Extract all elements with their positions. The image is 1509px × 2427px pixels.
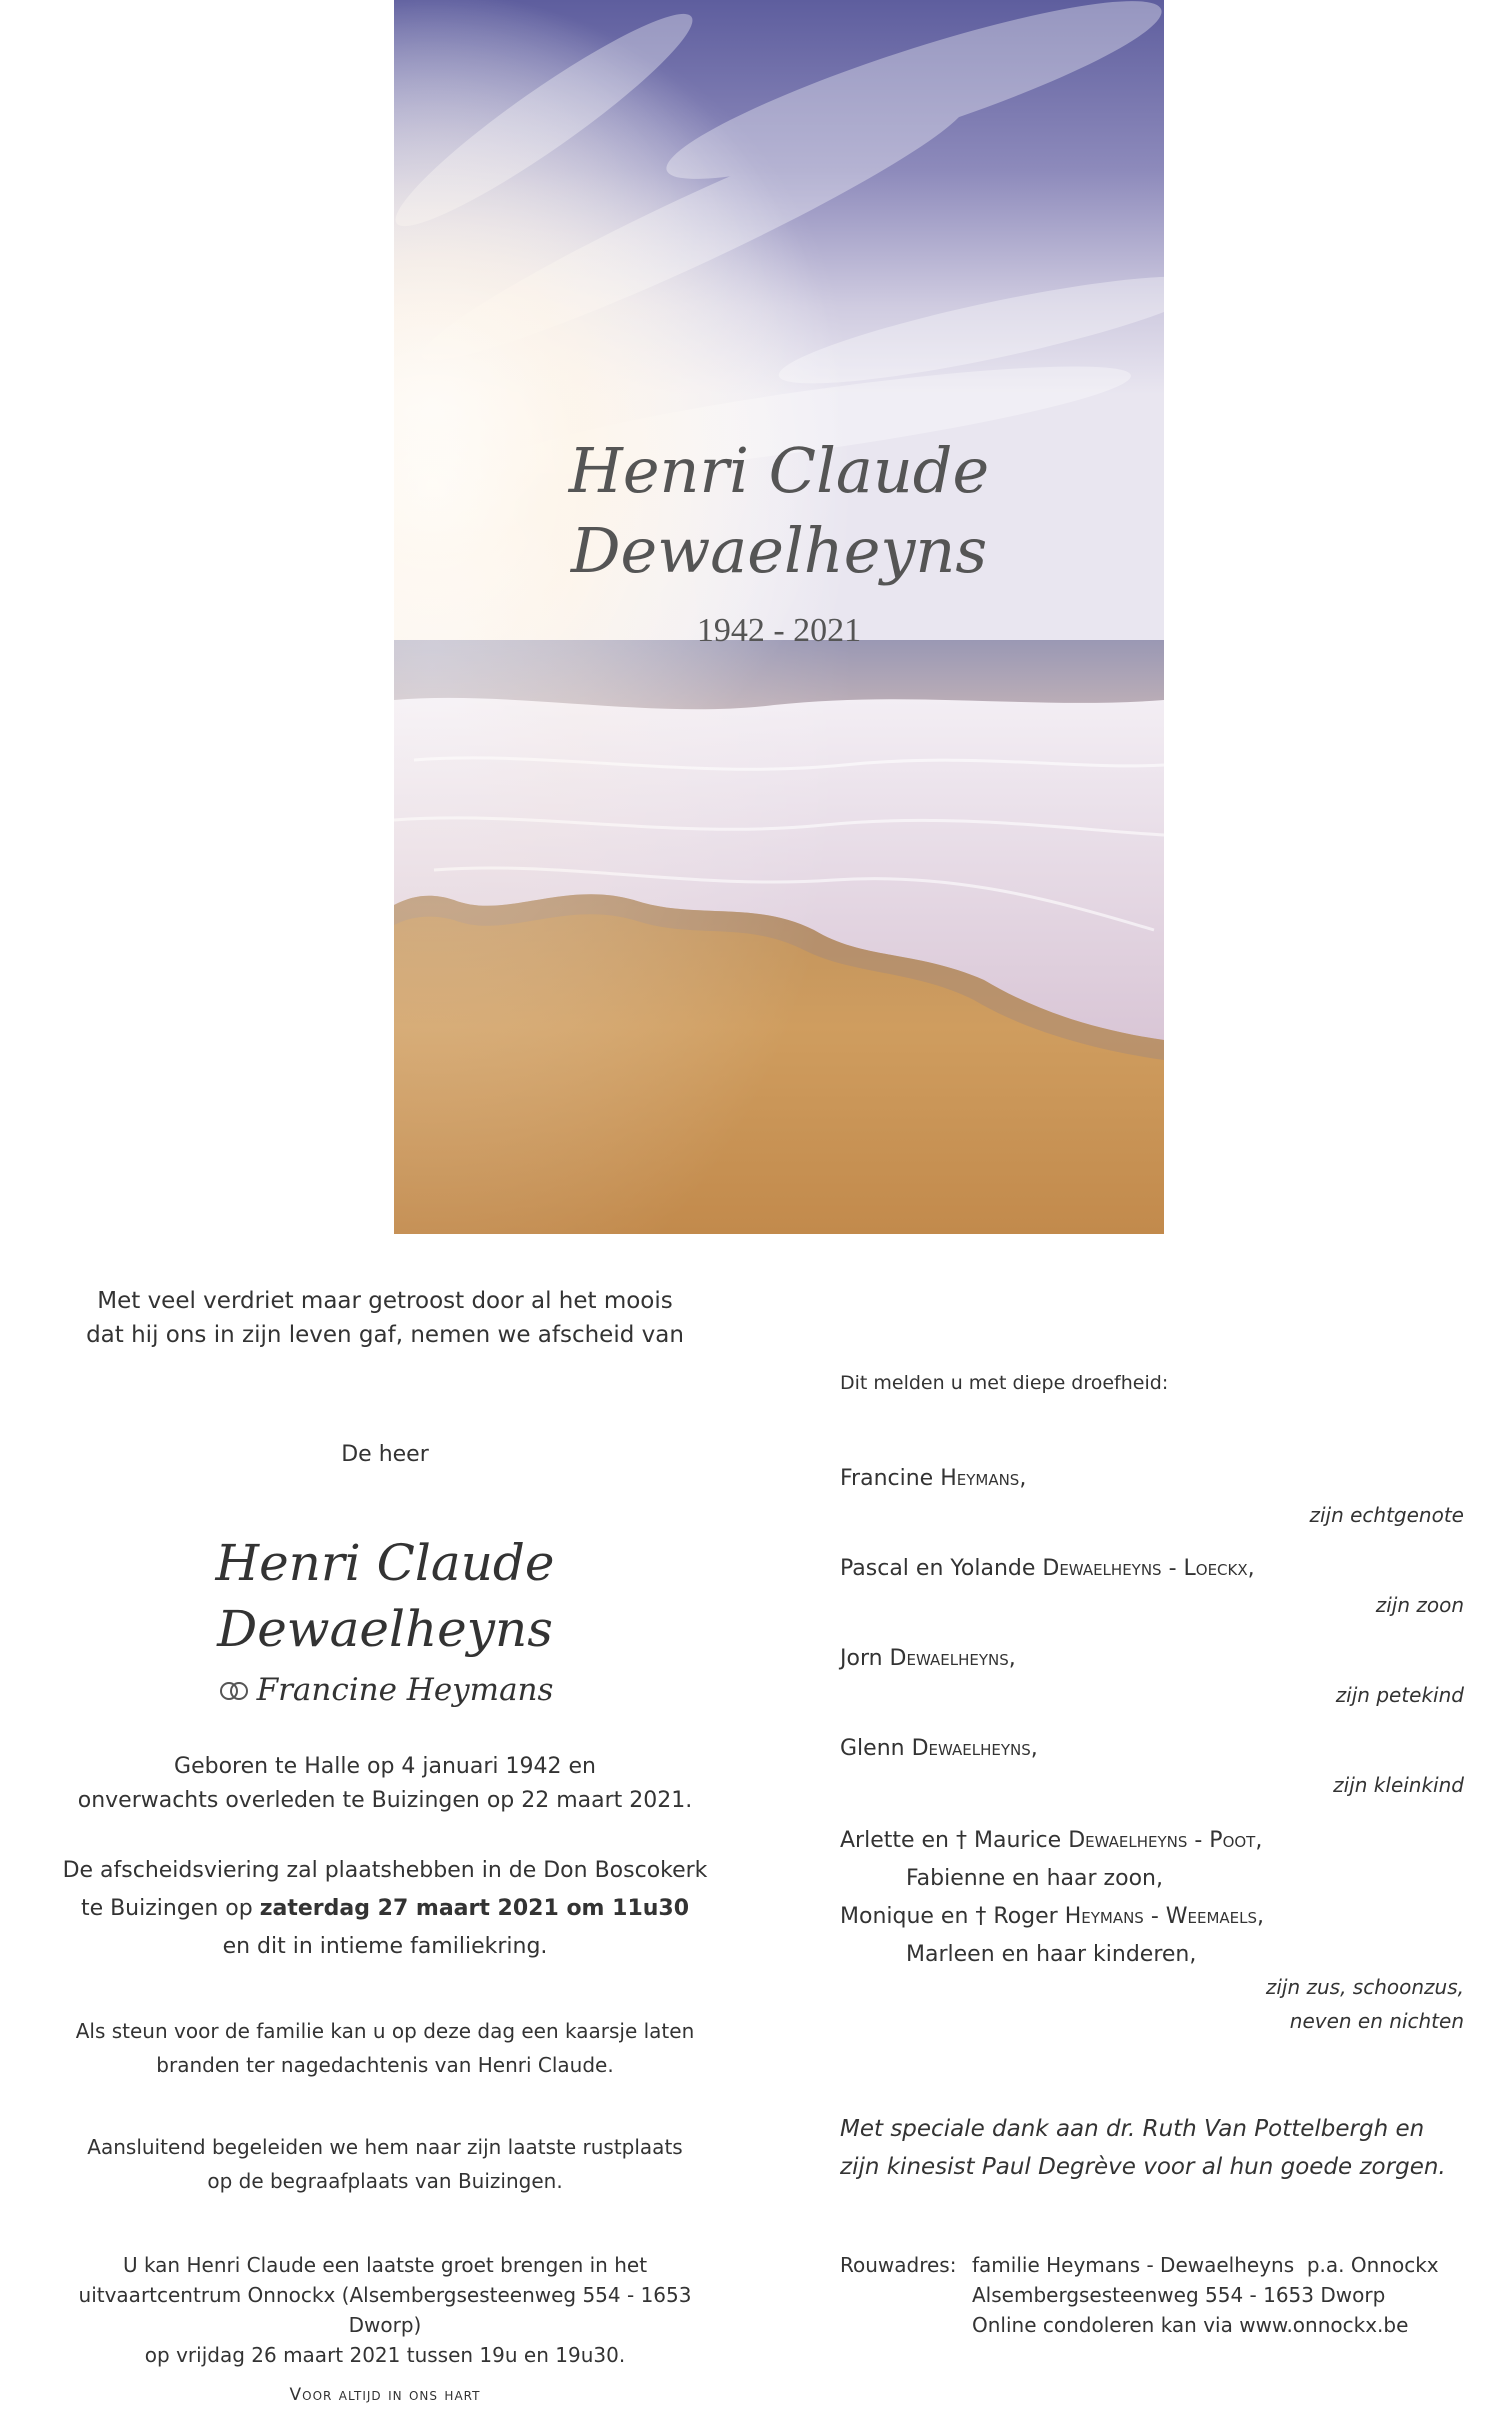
service-line-2-pre: te Buizingen op bbox=[80, 1896, 260, 1921]
burial-line-1: Aansluitend begeleiden we hem naar zijn laatste rustplaats bbox=[87, 2135, 683, 2159]
service-line-1: De afscheidsviering zal plaatshebben in de Don Boscokerk bbox=[62, 1858, 708, 1883]
cover-photo bbox=[394, 0, 1164, 1234]
family-relation-3: zijn petekind bbox=[1335, 1683, 1464, 1707]
candle-line-1: Als steun voor de familie kan u op deze dag een kaarsje laten bbox=[75, 2019, 695, 2043]
wedding-rings-icon bbox=[217, 1672, 251, 1712]
lead-line-2: dat hij ons in zijn leven gaf, nemen we afscheid van bbox=[86, 1322, 684, 1348]
thanks-line-2: zijn kinesist Paul Degrève voor al hun goede zorgen. bbox=[840, 2154, 1446, 2180]
address-line-1: familie Heymans - Dewaelheyns p.a. Onnockx bbox=[972, 2253, 1439, 2277]
born-line-2: onverwachts overleden te Buizingen op 22 maart 2021. bbox=[77, 1788, 693, 1813]
thanks-text bbox=[840, 2110, 1446, 2186]
candle-line-2: branden ter nagedachtenis van Henri Claude. bbox=[156, 2053, 614, 2077]
family-relation-2: zijn zoon bbox=[1375, 1593, 1464, 1617]
lead-line-1: Met veel verdriet maar getroost door al het moois bbox=[97, 1288, 673, 1314]
deceased-first-name: Henri Claude bbox=[215, 1534, 555, 1592]
service-text bbox=[60, 1852, 710, 1966]
candle-text bbox=[60, 2014, 710, 2082]
service-line-2 bbox=[60, 1890, 710, 1928]
siblings-line-1: Arlette en † Maurice Dewaelheyns - Poot, bbox=[840, 1828, 1263, 1853]
service-line-3: en dit in intieme familiekring. bbox=[222, 1934, 548, 1959]
title-text: De heer bbox=[341, 1442, 429, 1467]
birth-death-text bbox=[60, 1750, 710, 1818]
address-label: Rouwadres: bbox=[840, 2253, 957, 2277]
cover-name-last: Dewaelheyns bbox=[570, 514, 988, 587]
family-name-3: Jorn Dewaelheyns, bbox=[840, 1646, 1016, 1671]
lead-text bbox=[60, 1284, 710, 1352]
burial-line-2: op de begraafplaats van Buizingen. bbox=[207, 2169, 563, 2193]
visit-line-3: op vrijdag 26 maart 2021 tussen 19u en 19u30. bbox=[144, 2343, 626, 2367]
spouse-name: Francine Heymans bbox=[256, 1672, 554, 1708]
family-name-4: Glenn Dewaelheyns, bbox=[840, 1736, 1038, 1761]
siblings-line-3: Monique en † Roger Heymans - Weemaels, bbox=[840, 1904, 1265, 1929]
announcement-intro: Dit melden u met diepe droefheid: bbox=[840, 1372, 1169, 1394]
cover-name-first: Henri Claude bbox=[568, 434, 990, 507]
siblings-relation-1: zijn zus, schoonzus, bbox=[1265, 1975, 1464, 1999]
thanks-line-1: Met speciale dank aan dr. Ruth Van Pottelbergh en bbox=[840, 2116, 1425, 2142]
siblings-relation-2: neven en nichten bbox=[1289, 2009, 1464, 2033]
visitation-text bbox=[60, 2250, 710, 2370]
address-line-2: Alsembergsesteenweg 554 - 1653 Dworp bbox=[972, 2283, 1386, 2307]
motto: Voor altijd in ons hart bbox=[289, 2385, 481, 2405]
service-date-time: zaterdag 27 maart 2021 om 11u30 bbox=[259, 1896, 690, 1921]
spouse-line bbox=[60, 1670, 710, 1712]
born-line-1: Geboren te Halle op 4 januari 1942 en bbox=[174, 1754, 596, 1779]
family-name-2: Pascal en Yolande Dewaelheyns - Loeckx, bbox=[840, 1556, 1255, 1581]
visit-line-2: uitvaartcentrum Onnockx (Alsembergsesteenweg 554 - 1653 Dworp) bbox=[78, 2283, 692, 2337]
family-relation-4: zijn kleinkind bbox=[1333, 1773, 1464, 1797]
family-name-1: Francine Heymans, bbox=[840, 1466, 1027, 1491]
siblings-line-2: Fabienne en haar zoon, bbox=[906, 1866, 1163, 1891]
address-block bbox=[972, 2250, 1439, 2340]
burial-text bbox=[60, 2130, 710, 2198]
visit-line-1: U kan Henri Claude een laatste groet brengen in het bbox=[122, 2253, 648, 2277]
deceased-last-name: Dewaelheyns bbox=[217, 1600, 553, 1658]
cover-years: 1942 - 2021 bbox=[696, 612, 862, 649]
family-relation-1: zijn echtgenote bbox=[1309, 1503, 1464, 1527]
address-line-3: Online condoleren kan via www.onnockx.be bbox=[972, 2313, 1409, 2337]
siblings-line-4: Marleen en haar kinderen, bbox=[906, 1942, 1197, 1967]
